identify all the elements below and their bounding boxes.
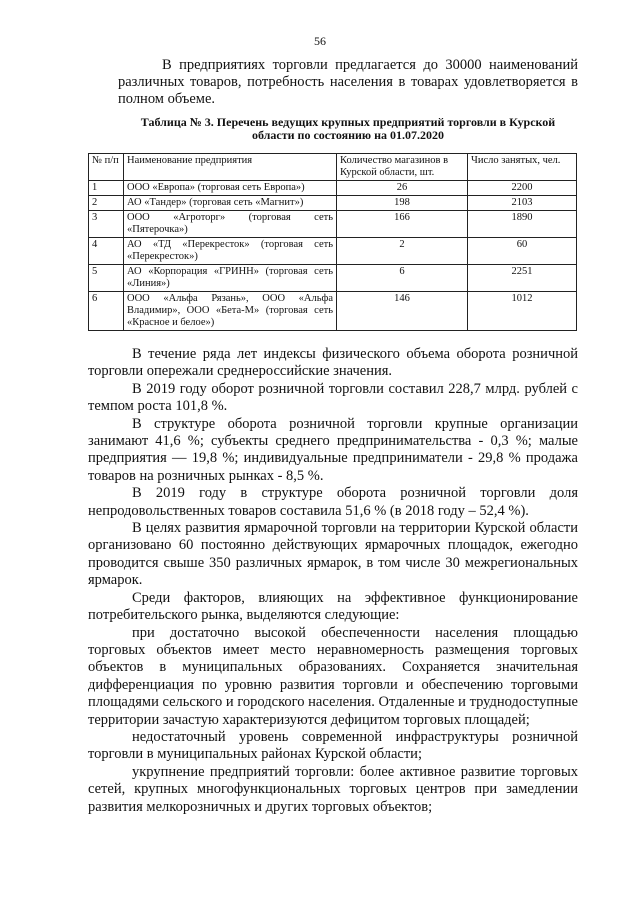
row-number: 2	[89, 196, 124, 211]
table-title: Таблица № 3. Перечень ведущих крупных предприятий торговли в Курской области по состоянию на 01.07.2020	[140, 115, 556, 142]
stores-count: 26	[337, 181, 468, 196]
body-text	[88, 346, 578, 816]
row-number: 1	[89, 181, 124, 196]
paragraph-fairs: В целях развития ярмарочной торговли на территории Курской области организовано 60 постоянно действующих ярмарочных площадок, ежегодно проводится свыше 350 различных ярмарок, в том числе 30 межрегиональных ярмарок.	[88, 520, 578, 589]
stores-count: 198	[337, 196, 468, 211]
paragraph-factor-consolidation: укрупнение предприятий торговли: более активное развитие торговых сетей, крупных многофункциональных торговых центров при замедлении развития мелкорозничных и других торговых объектов;	[88, 763, 578, 815]
row-number: 5	[89, 265, 124, 292]
employees-count: 1890	[468, 211, 577, 238]
table-row	[89, 292, 577, 331]
employees-count: 2103	[468, 196, 577, 211]
table-row	[89, 211, 577, 238]
employees-count: 1012	[468, 292, 577, 331]
paragraph-turnover-2019: В 2019 году оборот розничной торговли составил 228,7 млрд. рублей с темпом роста 101,8 %.	[88, 380, 578, 415]
header-name: Наименование предприятия	[124, 154, 337, 181]
intro-paragraph: В предприятиях торговли предлагается до 30000 наименований различных товаров, потребность населения в товарах удовлетворяется в полном объеме.	[118, 57, 578, 107]
paragraph-factor-uneven-placement: при достаточно высокой обеспеченности населения площадью торговых объектов имеет место неравномерность размещения торговых объектов в муниципальных образованиях. Сохраняется значительная дифференциация по уровню развития торговли и обеспечению торговыми площадями сельского и городского населения. Отдаленные и труднодоступные территории зачастую характеризуются дефицитом торговых площадей;	[88, 624, 578, 728]
enterprise-name: ООО «Европа» (торговая сеть Европа»)	[124, 181, 337, 196]
stores-count: 146	[337, 292, 468, 331]
stores-count: 2	[337, 238, 468, 265]
enterprise-name: ООО «Альфа Рязань», ООО «Альфа Владимир», ООО «Бета-М» (торговая сеть «Красное и белое»)	[124, 292, 337, 331]
enterprise-name: АО «ТД «Перекресток» (торговая сеть «Перекресток»)	[124, 238, 337, 265]
table-row	[89, 196, 577, 211]
table-header-row	[89, 154, 577, 181]
page-number: 56	[314, 34, 326, 48]
table-row	[89, 238, 577, 265]
paragraph-factors: Среди факторов, влияющих на эффективное функционирование потребительского рынка, выделяются следующие:	[88, 589, 578, 624]
enterprise-name: АО «Корпорация «ГРИНН» (торговая сеть «Линия»)	[124, 265, 337, 292]
retail-enterprises-table	[88, 153, 577, 331]
row-number: 6	[89, 292, 124, 331]
table-row	[89, 265, 577, 292]
enterprise-name: ООО «Агроторг» (торговая сеть «Пятерочка»)	[124, 211, 337, 238]
employees-count: 2251	[468, 265, 577, 292]
table-row	[89, 181, 577, 196]
stores-count: 166	[337, 211, 468, 238]
row-number: 4	[89, 238, 124, 265]
employees-count: 60	[468, 238, 577, 265]
header-employees: Число занятых, чел.	[468, 154, 577, 181]
paragraph-factor-infrastructure: недостаточный уровень современной инфраструктуры розничной торговли в муниципальных районах Курской области;	[88, 728, 578, 763]
stores-count: 6	[337, 265, 468, 292]
paragraph-retail-index: В течение ряда лет индексы физического объема оборота розничной торговли опережали среднероссийские значения.	[88, 346, 578, 380]
paragraph-nonfood-share: В 2019 году в структуре оборота розничной торговли доля непродовольственных товаров составила 51,6 % (в 2018 году – 52,4 %).	[88, 485, 578, 519]
header-number: № п/п	[89, 154, 124, 181]
header-stores: Количество магазинов в Курской области, шт.	[337, 154, 468, 181]
row-number: 3	[89, 211, 124, 238]
enterprise-name: АО «Тандер» (торговая сеть «Магнит»)	[124, 196, 337, 211]
employees-count: 2200	[468, 181, 577, 196]
paragraph-turnover-structure: В структуре оборота розничной торговли крупные организации занимают 41,6 %; субъекты среднего предпринимательства - 0,3 %; малые предприятия — 19,8 %; индивидуальные предприниматели - 29,8 % продажа товаров на розничных рынках - 8,5 %.	[88, 415, 578, 484]
